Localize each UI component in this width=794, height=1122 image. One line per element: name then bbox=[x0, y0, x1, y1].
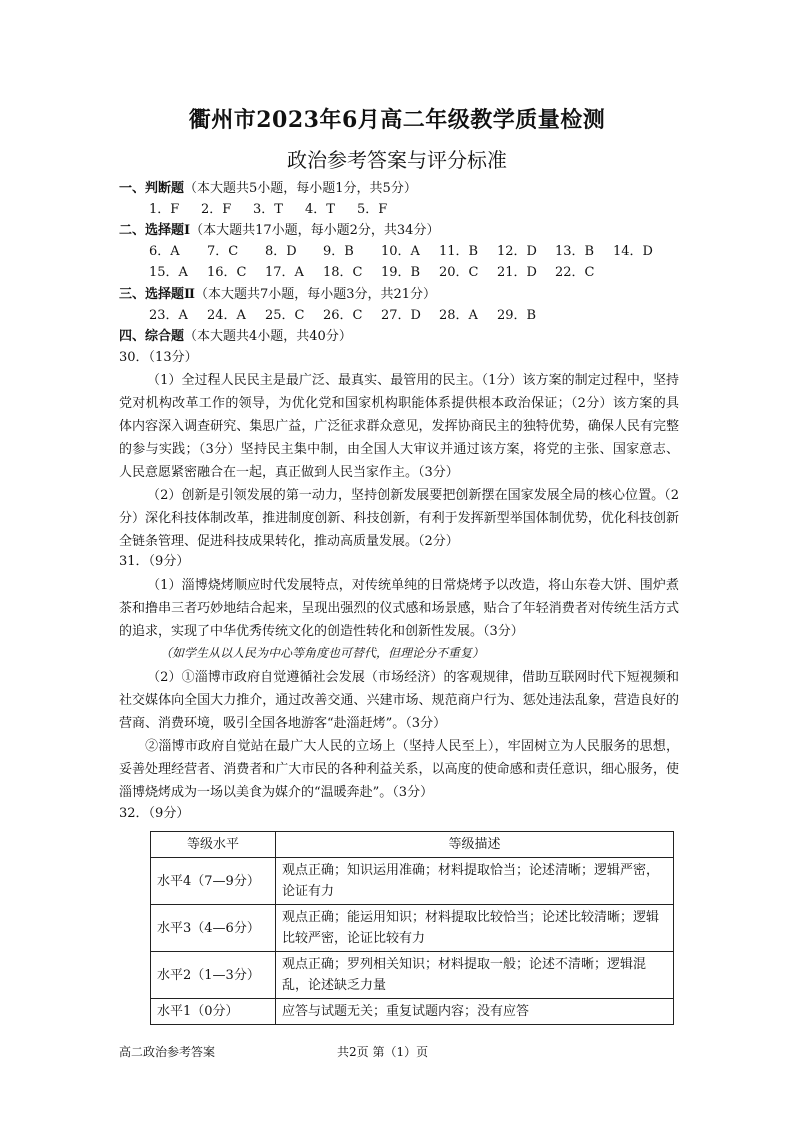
section-4-desc: （本大题共4小题，共40分） bbox=[184, 329, 352, 344]
level-cell: 水平2（1—3分） bbox=[151, 952, 276, 999]
table-row bbox=[151, 952, 674, 999]
document-title: 衢州市2023年6月高二年级教学质量检测 bbox=[188, 107, 606, 133]
q31-heading: 31．（9分） bbox=[119, 554, 190, 569]
answer-item: 22．C bbox=[555, 265, 595, 280]
answer-item: 29．B bbox=[497, 308, 537, 323]
answer-item: 19．B bbox=[381, 265, 421, 280]
answer-item: 23．A bbox=[149, 308, 188, 323]
description-cell: 观点正确；罗列相关知识；材料提取一般；论述不清晰；逻辑混乱，论述缺乏力量 bbox=[276, 952, 674, 999]
q31-paragraph-1 bbox=[119, 574, 679, 643]
footer-left: 高二政治参考答案 bbox=[119, 1045, 216, 1059]
answer-item: 24．A bbox=[207, 308, 246, 323]
section-3-heading bbox=[119, 285, 436, 305]
document-subtitle: 政治参考答案与评分标准 bbox=[287, 148, 507, 172]
section-2-desc: （本大题共17小题，每小题2分，共34分） bbox=[190, 223, 440, 238]
answer-item: 11．B bbox=[439, 244, 479, 259]
q30-p1-text: （1）全过程人民民主是最广泛、最真实、最管用的民主。（1分）该方案的制定过程中，坚持党对机构改革工作的领导，为优化党和国家机构职能体系提供根本政治保证；（2分）该方案的具体内容深入调查研究、集思广益，广泛征求群众意见，发挥协商民主的独特优势，确保人民有完整的参与实践；（3分）坚持民主集中制，由全国人大审议并通过该方案，将党的主张、国家意志、人民意愿紧密融合在一起，真正做到人民当家作主。（3分） bbox=[119, 373, 679, 480]
answer-item: 27．D bbox=[381, 308, 421, 323]
section-1-title: 一、判断题 bbox=[119, 181, 185, 196]
level-cell: 水平1（0分） bbox=[151, 999, 276, 1025]
answer-item: 1．F bbox=[149, 202, 180, 217]
section-2-title: 二、选择题Ⅰ bbox=[119, 223, 191, 238]
q31-paragraph-2 bbox=[119, 666, 679, 735]
table-header-row bbox=[151, 832, 674, 858]
q31-p1-text: （1）淄博烧烤顺应时代发展特点，对传统单纯的日常烧烤予以改造，将山东卷大饼、围炉煮茶和撸串三者巧妙地结合起来，呈现出强烈的仪式感和场景感，贴合了年轻消费者对传统生活方式的追求，实现了中华优秀传统文化的创造性转化和创新性发展。（3分） bbox=[119, 578, 679, 639]
answer-item: 14．D bbox=[613, 244, 653, 259]
table-row bbox=[151, 905, 674, 952]
table-header-level: 等级水平 bbox=[151, 832, 276, 858]
level-cell: 水平4（7—9分） bbox=[151, 858, 276, 905]
answer-item: 2．F bbox=[201, 202, 232, 217]
section-3-desc: （本大题共7小题，每小题3分，共21分） bbox=[194, 287, 437, 302]
answer-item: 6．A bbox=[149, 244, 180, 259]
answer-item: 4．T bbox=[305, 202, 335, 217]
q30-paragraph-1 bbox=[119, 369, 679, 484]
answer-item: 7．C bbox=[207, 244, 239, 259]
q30-p2-text: （2）创新是引领发展的第一动力，坚持创新发展要把创新摆在国家发展全局的核心位置。（2分）深化科技体制改革，推进制度创新、科技创新，有利于发挥新型举国体制优势，优化科技创新全链条管理、促进科技成果转化，推动高质量发展。（2分） bbox=[119, 488, 679, 549]
table-row bbox=[151, 858, 674, 905]
answer-item: 17．A bbox=[265, 265, 304, 280]
q30-paragraph-2 bbox=[119, 484, 679, 553]
answer-item: 9．B bbox=[323, 244, 354, 259]
answer-item: 16．C bbox=[207, 265, 247, 280]
answer-item: 25．C bbox=[265, 308, 305, 323]
answer-item: 13．B bbox=[555, 244, 595, 259]
section-3-title: 三、选择题Ⅱ bbox=[119, 287, 195, 302]
description-cell: 应答与试题无关；重复试题内容；没有应答 bbox=[276, 999, 674, 1025]
answer-item: 12．D bbox=[497, 244, 537, 259]
section-4-heading bbox=[119, 327, 352, 347]
footer-page-number: 共2页 第（1）页 bbox=[337, 1045, 429, 1059]
answer-item: 21．D bbox=[497, 265, 537, 280]
section-2-heading bbox=[119, 221, 439, 241]
section-4-title: 四、综合题 bbox=[119, 329, 185, 344]
q30-heading: 30．（13分） bbox=[119, 350, 198, 365]
answer-item: 18．C bbox=[323, 265, 363, 280]
answer-item: 15．A bbox=[149, 265, 188, 280]
answer-item: 3．T bbox=[253, 202, 283, 217]
table-row bbox=[151, 999, 674, 1025]
answer-item: 26．C bbox=[323, 308, 363, 323]
answer-item: 20．C bbox=[439, 265, 479, 280]
answer-item: 8．D bbox=[265, 244, 297, 259]
answer-item: 10．A bbox=[381, 244, 420, 259]
q31-p2-text: （2）①淄博市政府自觉遵循社会发展（市场经济）的客观规律，借助互联网时代下短视频和社交媒体向全国大力推介，通过改善交通、兴建市场、规范商户行为、惩处违法乱象，营造良好的营商、消费环境，吸引全国各地游客“赴淄赶烤”。（3分） bbox=[119, 670, 679, 731]
section-1-heading bbox=[119, 179, 417, 199]
q31-paragraph-3 bbox=[119, 735, 679, 804]
section-1-desc: （本大题共5小题，每小题1分，共5分） bbox=[184, 181, 417, 196]
level-cell: 水平3（4—6分） bbox=[151, 905, 276, 952]
q32-heading: 32．（9分） bbox=[119, 806, 190, 821]
answer-item: 28．A bbox=[439, 308, 478, 323]
table-header-description: 等级描述 bbox=[276, 832, 674, 858]
q31-note: （如学生从以人民为中心等角度也可替代，但理论分不重复） bbox=[160, 646, 485, 660]
grading-rubric-table bbox=[150, 831, 674, 1025]
description-cell: 观点正确；能运用知识；材料提取比较恰当；论述比较清晰；逻辑比较严密，论证比较有力 bbox=[276, 905, 674, 952]
answer-item: 5．F bbox=[357, 202, 388, 217]
q31-p3-text: ②淄博市政府自觉站在最广大人民的立场上（坚持人民至上），牢固树立为人民服务的思想，妥善处理经营者、消费者和广大市民的各种利益关系，以高度的使命感和责任意识，细心服务，使淄博烧烤成为一场以美食为媒介的“温暖奔赴”。（3分） bbox=[119, 739, 679, 800]
description-cell: 观点正确；知识运用准确；材料提取恰当；论述清晰；逻辑严密，论证有力 bbox=[276, 858, 674, 905]
